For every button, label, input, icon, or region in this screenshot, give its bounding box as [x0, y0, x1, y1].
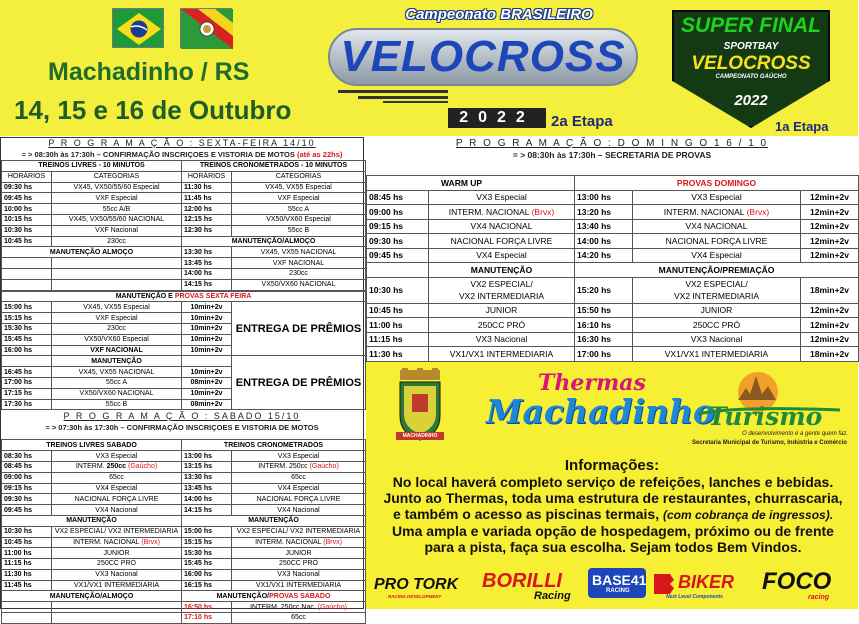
- table-row: 15:45 hs VX50/VX60 Especial 10min+2v: [2, 334, 366, 345]
- table-row: 10:45 hs JUNIOR 15:50 hs JUNIOR 12min+2v: [367, 303, 859, 318]
- saturday-title: P R O G R A M A Ç Ã O : SABADO 15/10: [63, 411, 301, 422]
- friday-races-table: MANUTENÇÃO E PROVAS SEXTA FEIRA 15:00 hs VX45, VX55 Especial 10min+2v ENTREGA DE PRÊMIOS 15:15 hs VXF Especial 10min+2v 15:30 hs 230cc 10min+2v 15:45 hs VX50/VX60 Especial 10min+2v 16:00 hs VXF NACIONAL 10min+2v MANUTENÇÃO ENTREGA DE PRÊMIOS 16:45 hs VX45, VX55 NACIONAL 10min+2v 17:00 hs 55cc A 08min+2v 17:15 hs VX50/VX60 NACIONAL 10min+2v 17:30 hs 55cc B 08min+2v: [1, 291, 366, 411]
- table-row: 11:30 hs VX3 Nacional 16:00 hs VX3 Nacional: [2, 569, 366, 580]
- table-row: 17:10 hs 65cc: [2, 613, 366, 624]
- table-row: 14:00 hs 230cc: [2, 268, 366, 279]
- table-row: 17:15 hs VX50/VX60 NACIONAL 10min+2v: [2, 388, 366, 399]
- table-row: 10:30 hs VX2 ESPECIAL/ VX2 INTERMEDIARIA 15:00 hs VX2 ESPECIAL/ VX2 INTERMEDIARIA: [2, 526, 366, 537]
- biker-subtitle: Next Level Components: [666, 594, 723, 600]
- table-row: 16:00 hs VXF NACIONAL 10min+2v: [2, 345, 366, 356]
- sunday-table: WARM UP PROVAS DOMINGO 08:45 hs VX3 Especial 13:00 hs VX3 Especial 12min+2v 09:00 hs INTERM. NACIONAL (Brvx) 13:20 hs INTERM. NACIONAL (Brvx) 12min+2v 09:15 hs VX4 NACIONAL 13:40 hs VX4 NACIONAL 12min+2v 09:30 hs NACIONAL FORÇA LIVRE 14:00 hs NACIONAL FORÇA LIVRE 12min+2v 09:45 hs VX4 Especial 14:20 hs VX4 Especial 12min+2v MANUTENÇÃO MANUTENÇÃO/PREMIAÇÃO 10:30 hs VX2 ESPECIAL/ VX2 INTERMEDIARIA 15:20 hs VX2 ESPECIAL/ VX2 INTERMEDIARIA 18min+2v 10:45 hs JUNIOR 15:50 hs JUNIOR 12min+2v 11:00 hs 250CC PRÓ 16:10 hs 250CC PRÓ 12min+2v 11:15 hs VX3 Nacional 16:30 hs VX3 Nacional 12min+2v 11:30 hs VX1/VX1 INTERMEDIARIA 17:00 hs VX1/VX1 INTERMEDIARIA 18min+2v: [366, 175, 859, 362]
- table-row: 11:15 hs VX3 Nacional 16:30 hs VX3 Nacional 12min+2v: [367, 332, 859, 347]
- friday-note: = > 08:30h às 17:30h – CONFIRMAÇÃO INSCRIÇOES E VISTORIA DE MOTOS (até as 22hs): [21, 150, 343, 159]
- table-row: 14:15 hs VX50/VX60 NACIONAL: [2, 279, 366, 290]
- biker-b-icon: [652, 572, 676, 594]
- turismo-logo-text: Turismo: [708, 402, 823, 431]
- friday-saturday-panel: [0, 137, 364, 622]
- table-row: 08:30 hs VX3 Especial 13:00 hs VX3 Especial: [2, 451, 366, 462]
- table-row: 10:00 hs 55cc A/B 12:00 hs 55cc A: [2, 204, 366, 215]
- base41-logo: BASE41: [592, 572, 647, 588]
- sunday-panel: [366, 137, 858, 361]
- event-year: 2022: [448, 108, 546, 128]
- sunday-title: P R O G R A M A Ç Ã O : D O M I N G O 1 6 / 1 0: [455, 138, 769, 149]
- borilli-subtitle: Racing: [534, 590, 571, 602]
- table-row: MANUTENÇÃO ALMOÇO 13:30 hs VX45, VX55 NACIONAL: [2, 247, 366, 258]
- protork-logo: PRO TORK: [374, 576, 459, 593]
- table-row: 09:15 hs VX4 Especial 13:45 hs VX4 Especial: [2, 483, 366, 494]
- turismo-tagline: O desenvolvimento é a gente quem faz.: [742, 431, 849, 437]
- super-final-title: SUPER FINAL: [680, 14, 821, 37]
- rio-grande-do-sul-flag-icon: [180, 8, 232, 48]
- speed-lines-icon: [338, 88, 448, 104]
- borilli-logo: BORILLI: [482, 570, 562, 592]
- super-final-stage: 1a Etapa: [775, 119, 829, 134]
- brazil-flag-icon: [112, 8, 164, 48]
- thermas-logo-top: Thermas: [538, 370, 646, 396]
- table-row: 08:45 hs INTERM. 250cc (Gaúcho) 13:15 hs INTERM. 250cc (Gaúcho): [2, 461, 366, 472]
- event-city: Machadinho / RS: [48, 58, 250, 86]
- friday-title: P R O G R A M A Ç Ã O : SEXTA-FEIRA 14/10: [48, 138, 316, 148]
- info-heading: Informações:: [564, 457, 660, 474]
- table-row: 10:30 hs VX2 ESPECIAL/ VX2 INTERMEDIARIA 15:20 hs VX2 ESPECIAL/ VX2 INTERMEDIARIA 18min+2v: [367, 277, 859, 303]
- table-row: 09:30 hs VX45, VX50/55/60 Especial 11:30 hs VX45, VX55 Especial: [2, 182, 366, 193]
- table-row: 11:00 hs 250CC PRÓ 16:10 hs 250CC PRÓ 12min+2v: [367, 318, 859, 333]
- table-row: 10:45 hs 230cc MANUTENÇÃO/ALMOÇO: [2, 236, 366, 247]
- saturday-note: = > 07:30h às 17:30h – CONFIRMAÇÃO INSCRIÇOES E VISTORIA DE MOTOS: [45, 423, 319, 433]
- foco-subtitle: racing: [808, 594, 830, 601]
- sunday-note: = > 08:30h às 17:30h – SECRETARIA DE PROVAS: [512, 150, 712, 160]
- awards-label: ENTREGA DE PRÊMIOS: [232, 356, 366, 410]
- table-row: 09:30 hs NACIONAL FORÇA LIVRE 14:00 hs NACIONAL FORÇA LIVRE: [2, 494, 366, 505]
- table-row: 11:45 hs VX1/VX1 INTERMEDIARIA 16:15 hs VX1/VX1 INTERMEDIARIA: [2, 580, 366, 591]
- table-row: 16:45 hs VX45, VX55 NACIONAL 10min+2v: [2, 367, 366, 378]
- friday-practice-table: TREINOS LIVRES - 10 MINUTOS TREINOS CRONOMETRADOS - 10 MINUTOS HORÁRIOS CATEGORIAS HORÁRIOS CATEGORIAS 09:30 hs VX45, VX50/55/60 Especial 11:30 hs VX45, VX55 Especial 09:45 hs VXF Especial 11:45 hs VXF Especial 10:00 hs 55cc A/B 12:00 hs 55cc A 10:15 hs VX45, VX50/55/60 NACIONAL 12:15 hs VX50/VX60 Especial 10:30 hs VXF Nacional 12:30 hs 55cc B 10:45 hs 230cc MANUTENÇÃO/ALMOÇO MANUTENÇÃO ALMOÇO 13:30 hs VX45, VX55 NACIONAL 13:45 hs VXF NACIONAL 14:00 hs 230cc 14:15 hs VX50/VX60 NACIONAL: [1, 160, 366, 291]
- table-row: 11:30 hs VX1/VX1 INTERMEDIARIA 17:00 hs VX1/VX1 INTERMEDIARIA 18min+2v: [367, 347, 859, 362]
- table-row: 11:00 hs JUNIOR 15:30 hs JUNIOR: [2, 548, 366, 559]
- table-row: 17:30 hs 55cc B 08min+2v: [2, 399, 366, 410]
- super-final-velocross: VELOCROSS: [691, 53, 811, 74]
- event-dates: 14, 15 e 16 de Outubro: [14, 95, 292, 125]
- table-row: 17:00 hs 55cc A 08min+2v: [2, 377, 366, 388]
- table-row: 15:00 hs VX45, VX55 Especial 10min+2v ENTREGA DE PRÊMIOS: [2, 302, 366, 313]
- turismo-secretaria: Secretaria Municipal de Turismo, Indústria e Comércio: [692, 440, 847, 446]
- velocross-logo-text: VELOCROSS: [340, 32, 626, 81]
- foco-logo: FOCO: [762, 568, 832, 595]
- table-row: 09:00 hs 65cc 13:30 hs 65cc: [2, 472, 366, 483]
- protork-subtitle: RACING DEVELOPMENT: [388, 594, 442, 599]
- table-row: 10:30 hs VXF Nacional 12:30 hs 55cc B: [2, 225, 366, 236]
- biker-logo: BIKER: [678, 572, 735, 592]
- awards-label: ENTREGA DE PRÊMIOS: [232, 302, 366, 356]
- table-row: 10:15 hs VX45, VX50/55/60 NACIONAL 12:15 hs VX50/VX60 Especial: [2, 214, 366, 225]
- table-row: 16:50 hs INTERM. 250cc Nac. (Gaúcho): [2, 602, 366, 613]
- table-row: 09:00 hs INTERM. NACIONAL (Brvx) 13:20 hs INTERM. NACIONAL (Brvx) 12min+2v: [367, 205, 859, 220]
- table-row: 10:45 hs INTERM. NACIONAL (Brvx) 15:15 hs INTERM. NACIONAL (Brvx): [2, 537, 366, 548]
- super-final-championship: CAMPEONATO GAÚCHO: [715, 74, 787, 80]
- table-row: 15:30 hs 230cc 10min+2v: [2, 323, 366, 334]
- table-row: 11:15 hs 250CC PRÓ 15:45 hs 250CC PRÓ: [2, 559, 366, 570]
- base41-subtitle: RACING: [606, 588, 630, 594]
- super-final-sponsor: SPORTBAY: [723, 41, 779, 52]
- table-row: 09:30 hs NACIONAL FORÇA LIVRE 14:00 hs NACIONAL FORÇA LIVRE 12min+2v: [367, 234, 859, 249]
- sponsors-row: [366, 564, 858, 609]
- table-row: 15:15 hs VXF Especial 10min+2v: [2, 313, 366, 324]
- table-row: 09:45 hs VXF Especial 11:45 hs VXF Especial: [2, 193, 366, 204]
- info-text: No local haverá completo serviço de refeições, lanches e bebidas. Junto ao Thermas, toda uma estrutura de restaurantes, churrascaria, e também o acesso as piscinas termais, (com cobrança de ingressos). Uma ampla e variada opção de hospedagem, próximo ou de frente para a pista, faça sua escolha. Sejam todos Bem Vindos.: [383, 474, 843, 555]
- super-final-year: 2022: [734, 92, 768, 109]
- table-row: 09:45 hs VX4 Especial 14:20 hs VX4 Especial 12min+2v: [367, 248, 859, 263]
- table-row: 08:45 hs VX3 Especial 13:00 hs VX3 Especial 12min+2v: [367, 190, 859, 205]
- table-row: 09:45 hs VX4 Nacional 14:15 hs VX4 Nacional: [2, 505, 366, 516]
- event-stage: 2a Etapa: [551, 113, 613, 130]
- city-seal-label: MACHADINHO: [402, 433, 438, 439]
- table-row: 09:15 hs VX4 NACIONAL 13:40 hs VX4 NACIONAL 12min+2v: [367, 219, 859, 234]
- thermas-logo-main: Machadinho: [486, 392, 715, 431]
- championship-title: Campeonato BRASILEIRO: [405, 6, 593, 23]
- table-row: 13:45 hs VXF NACIONAL: [2, 258, 366, 269]
- saturday-table: TREINOS LIVRES SABADO TREINOS CRONOMETRADOS 08:30 hs VX3 Especial 13:00 hs VX3 Especial 08:45 hs INTERM. 250cc (Gaúcho) 13:15 hs INTERM. 250cc (Gaúcho) 09:00 hs 65cc 13:30 hs 65cc 09:15 hs VX4 Especial 13:45 hs VX4 Especial 09:30 hs NACIONAL FORÇA LIVRE 14:00 hs NACIONAL FORÇA LIVRE 09:45 hs VX4 Nacional 14:15 hs VX4 Nacional MANUTENÇÃO MANUTENÇÃO 10:30 hs VX2 ESPECIAL/ VX2 INTERMEDIARIA 15:00 hs VX2 ESPECIAL/ VX2 INTERMEDIARIA 10:45 hs INTERM. NACIONAL (Brvx) 15:15 hs INTERM. NACIONAL (Brvx) 11:00 hs JUNIOR 15:30 hs JUNIOR 11:15 hs 250CC PRÓ 15:45 hs 250CC PRÓ 11:30 hs VX3 Nacional 16:00 hs VX3 Nacional 11:45 hs VX1/VX1 INTERMEDIARIA 16:15 hs VX1/VX1 INTERMEDIARIA MANUTENÇÃO/ALMOÇO MANUTENÇÃO/PROVAS SABADO 16:50 hs INTERM. 250cc Nac. (Gaúcho) 17:10 hs 65cc: [1, 439, 366, 624]
